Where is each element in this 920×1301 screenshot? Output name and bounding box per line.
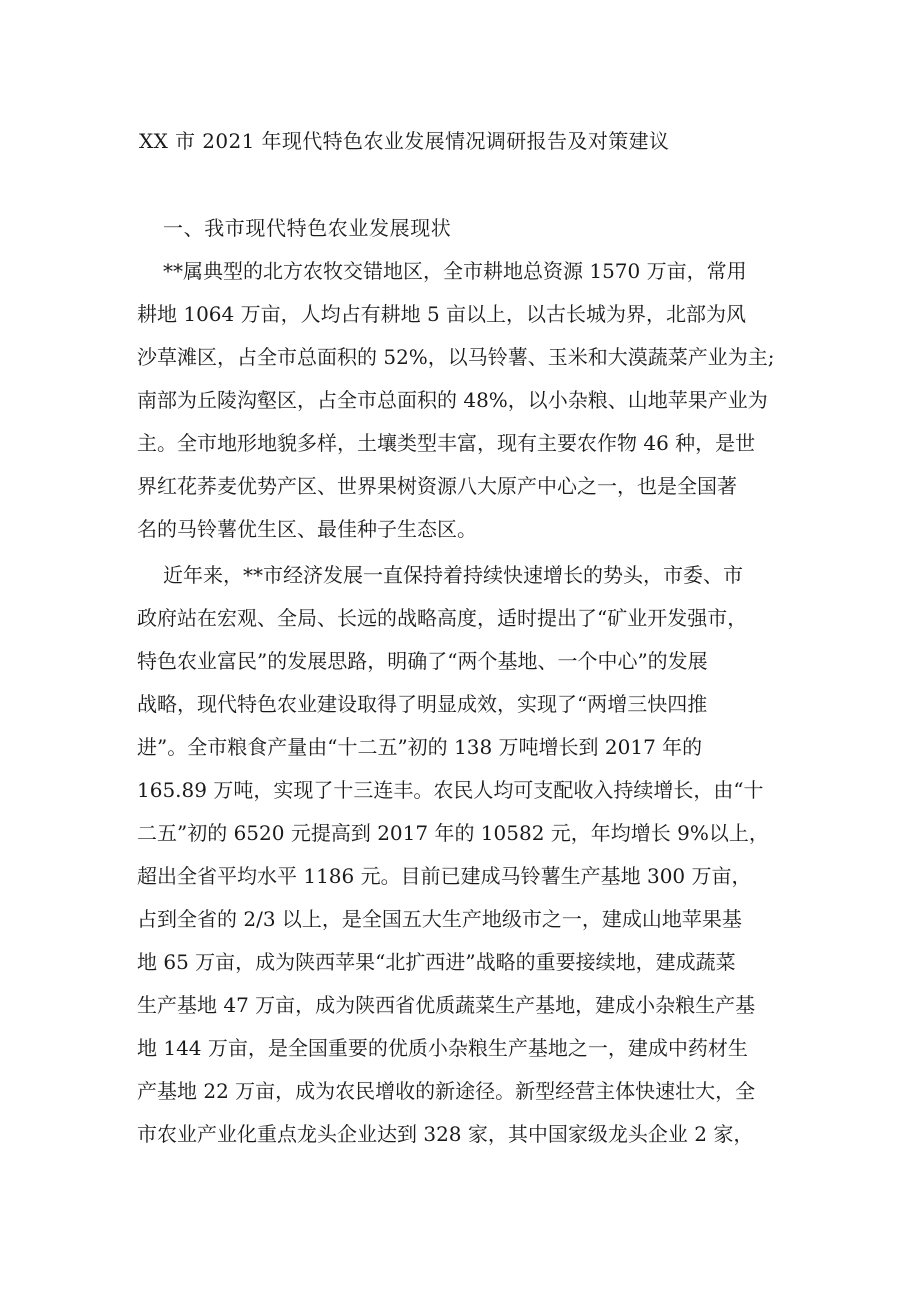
paragraph-2-line: 165.89 万吨，实现了十三连丰。农民人均可支配收入持续增长，由“十 (137, 778, 764, 802)
paragraph-2-line: 进”。全市粮食产量由“十二五”初的 138 万吨增长到 2017 年的 (137, 735, 703, 759)
paragraph-1-line: 界红花荞麦优势产区、世界果树资源八大原产中心之一，也是全国著 (137, 474, 737, 498)
paragraph-2-line: 产基地 22 万亩，成为农民增收的新途径。新型经营主体快速壮大，全 (137, 1079, 756, 1103)
paragraph-2-line: 超出全省平均水平 1186 元。目前已建成马铃薯生产基地 300 万亩， (137, 864, 752, 888)
paragraph-2-line: 占到全省的 2/3 以上，是全国五大生产地级市之一，建成山地苹果基 (137, 907, 742, 931)
document-title: XX 市 2021 年现代特色农业发展情况调研报告及对策建议 (139, 129, 670, 153)
paragraph-2-line: 地 65 万亩，成为陕西苹果“北扩西进”战略的重要接续地，建成蔬菜 (137, 950, 736, 974)
paragraph-1-line: 耕地 1064 万亩，人均占有耕地 5 亩以上，以古长城为界，北部为风 (137, 302, 747, 326)
paragraph-2-line: 生产基地 47 万亩，成为陕西省优质蔬菜生产基地，建成小杂粮生产基 (137, 993, 756, 1017)
paragraph-1-line: 沙草滩区，占全市总面积的 52%，以马铃薯、玉米和大漠蔬菜产业为主; (137, 345, 775, 369)
paragraph-2-line: 政府站在宏观、全局、长远的战略高度，适时提出了“矿业开发强市， (137, 606, 748, 630)
paragraph-1-line: 名的马铃薯优生区、最佳种子生态区。 (137, 517, 477, 541)
paragraph-2-line: 地 144 万亩，是全国重要的优质小杂粮生产基地之一，建成中药材生 (137, 1036, 748, 1060)
paragraph-2-line: 市农业产业化重点龙头企业达到 328 家，其中国家级龙头企业 2 家， (137, 1122, 754, 1146)
paragraph-2-line: 二五”初的 6520 元提高到 2017 年的 10582 元，年均增长 9%以上， (137, 821, 769, 845)
paragraph-2-line: 近年来，**市经济发展一直保持着持续快速增长的势头，市委、市 (163, 563, 743, 587)
paragraph-2-line: 战略，现代特色农业建设取得了明显成效，实现了“两增三快四推 (137, 692, 708, 716)
paragraph-1-line: **属典型的北方农牧交错地区，全市耕地总资源 1570 万亩，常用 (163, 259, 747, 283)
paragraph-1-line: 主。全市地形地貌多样，土壤类型丰富，现有主要农作物 46 种，是世 (137, 431, 756, 455)
paragraph-1-line: 南部为丘陵沟壑区，占全市总面积的 48%，以小杂粮、山地苹果产业为 (137, 388, 768, 412)
paragraph-2-line: 特色农业富民”的发展思路，明确了“两个基地、一个中心”的发展 (137, 649, 708, 673)
section-heading: 一、我市现代特色农业发展现状 (163, 216, 452, 240)
